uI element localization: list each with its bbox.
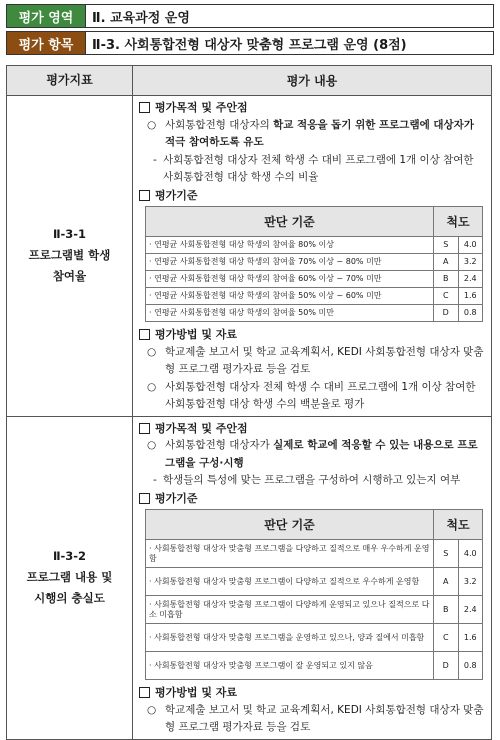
criteria-row: [146, 624, 483, 652]
evaluation-item-header: [6, 31, 494, 55]
indicator-row: [7, 416, 492, 739]
checkbox-square-icon: [139, 190, 150, 201]
method-text: 학교제출 보고서 및 학교 교육계획서, KEDI 사회통합전형 대상자 맞춤형 프로그램 평가자료 등을 검토: [165, 345, 484, 375]
section-title: 평가방법 및 자료: [155, 686, 238, 699]
criteria-score: 2.4: [458, 596, 483, 624]
circle-bullet-icon: ○: [147, 703, 157, 716]
section-heading: [139, 684, 485, 702]
criteria-score: 4.0: [458, 540, 483, 568]
criteria-score: 4.0: [458, 237, 483, 254]
purpose-text: 사회통합전형 대상자가: [165, 439, 274, 451]
indicator-cell: [7, 96, 133, 417]
criteria-row: [146, 254, 483, 271]
checkbox-square-icon: [139, 102, 150, 113]
purpose-subtext: 학생들의 특성에 맞는 프로그램을 구성하여 시행하고 있는지 여부: [163, 474, 461, 486]
method-item: [139, 344, 485, 379]
criteria-text: · 연평균 사회통합전형 대상 학생의 참여율 70% 이상 ~ 80% 미만: [146, 254, 434, 271]
criteria-score: 1.6: [458, 288, 483, 305]
criteria-text: · 연평균 사회통합전형 대상 학생의 참여율 50% 이상 ~ 60% 미만: [146, 288, 434, 305]
criteria-text: · 연평균 사회통합전형 대상 학생의 참여율 80% 이상: [146, 237, 434, 254]
content-cell: [133, 416, 492, 739]
circle-bullet-icon: ○: [147, 380, 157, 393]
evaluation-item-label: 평가 항목: [7, 32, 85, 54]
checkbox-square-icon: [139, 493, 150, 504]
indicator-title-line: 프로그램별 학생: [28, 248, 111, 263]
criteria-grade: B: [434, 596, 459, 624]
indicator-column-header: 평가지표: [7, 66, 133, 96]
purpose-subtext: 사회통합전형 대상자 전체 학생 수 대비 프로그램에 1개 이상 참여한 사회통합전형 대상 학생 수의 비율: [163, 153, 474, 183]
criteria-score: 2.4: [458, 271, 483, 288]
criteria-score: 1.6: [458, 624, 483, 652]
method-item: [139, 379, 485, 414]
circle-bullet-icon: ○: [147, 345, 157, 358]
section-title: 평가목적 및 주안점: [155, 101, 248, 114]
section-title: 평가기준: [155, 491, 198, 505]
method-item: [139, 702, 485, 737]
criteria-row: [146, 596, 483, 624]
section-heading: [139, 420, 485, 438]
criteria-grade: C: [434, 288, 459, 305]
indicator-title-line: 참여율: [52, 269, 87, 284]
criteria-text: · 사회통합전형 대상자 맞춤형 프로그램을 운영하고 있으나, 양과 질에서 미흡함: [146, 624, 434, 652]
section-heading: [139, 490, 485, 508]
method-text: 학교제출 보고서 및 학교 교육계획서, KEDI 사회통합전형 대상자 맞춤형 프로그램 평가자료 등을 검토: [165, 703, 484, 733]
content-cell: [133, 96, 492, 417]
evaluation-item-value: Ⅱ-3. 사회통합전형 대상자 맞춤형 프로그램 운영 (8점): [85, 32, 493, 54]
content-column-header: 평가 내용: [133, 66, 492, 96]
section-title: 평가목적 및 주안점: [155, 421, 248, 435]
section-heading: [139, 326, 485, 344]
purpose-item: [139, 437, 485, 472]
criteria-text: · 연평균 사회통합전형 대상 학생의 참여율 60% 이상 ~ 70% 미만: [146, 271, 434, 288]
indicator-row: [7, 96, 492, 417]
criteria-basis-header: 판단 기준: [146, 207, 434, 237]
criteria-grade: D: [434, 305, 459, 322]
purpose-text: 사회통합전형 대상자의: [165, 118, 274, 131]
criteria-text: · 연평균 사회통합전형 대상 학생의 참여율 50% 미만: [146, 305, 434, 322]
criteria-grade: C: [434, 624, 459, 652]
purpose-emphasis: 실제로 학교에 적응할 수 있는 내용으로 프로그램을 구성·시행: [165, 439, 478, 469]
indicator-cell: [7, 416, 133, 739]
criteria-text: · 사회통합전형 대상자 맞춤형 프로그램을 다양하고 질적으로 매우 우수하게 운영함: [146, 540, 434, 568]
indicator-code: Ⅱ-3-1: [52, 227, 87, 242]
criteria-row: [146, 305, 483, 322]
criteria-grade: S: [434, 237, 459, 254]
criteria-grade: B: [434, 271, 459, 288]
criteria-row: [146, 652, 483, 680]
criteria-grade: A: [434, 568, 459, 596]
criteria-table: [145, 206, 483, 322]
criteria-text: · 사회통합전형 대상자 맞춤형 프로그램이 잘 운영되고 있지 않음: [146, 652, 434, 680]
criteria-text: · 사회통합전형 대상자 맞춤형 프로그램이 다양하게 운영되고 있으나 질적으로 다소 미흡함: [146, 596, 434, 624]
criteria-grade: S: [434, 540, 459, 568]
circle-bullet-icon: ○: [147, 118, 157, 131]
criteria-text: · 사회통합전형 대상자 맞춤형 프로그램이 다양하고 질적으로 우수하게 운영함: [146, 568, 434, 596]
criteria-row: [146, 568, 483, 596]
indicator-code: Ⅱ-3-2: [52, 549, 87, 563]
criteria-score: 0.8: [458, 652, 483, 680]
criteria-score: 3.2: [458, 254, 483, 271]
purpose-subitem: [139, 152, 485, 187]
checkbox-square-icon: [139, 329, 150, 340]
dash-bullet-icon: -: [153, 153, 157, 166]
section-heading: [139, 99, 485, 117]
circle-bullet-icon: ○: [147, 439, 157, 451]
criteria-basis-header: 판단 기준: [146, 510, 434, 540]
section-heading: [139, 187, 485, 205]
criteria-grade: A: [434, 254, 459, 271]
criteria-scale-header: 척도: [434, 510, 483, 540]
evaluation-area-label: 평가 영역: [7, 5, 85, 27]
section-title: 평가방법 및 자료: [155, 328, 238, 341]
evaluation-area-value: Ⅱ. 교육과정 운영: [85, 5, 493, 27]
criteria-row: [146, 540, 483, 568]
criteria-row: [146, 237, 483, 254]
method-text: 사회통합전형 대상자 전체 학생 수 대비 프로그램에 1개 이상 참여한 사회통합전형 대상 학생 수의 백분율로 평가: [165, 380, 476, 410]
purpose-emphasis: 학교 적응을 돕기 위한 프로그램에 대상자가 적극 참여하도록 유도: [165, 118, 474, 148]
criteria-grade: D: [434, 652, 459, 680]
indicator-title-line: 프로그램 내용 및: [26, 570, 113, 584]
dash-bullet-icon: -: [153, 474, 157, 486]
evaluation-table: [6, 65, 492, 740]
indicator-title-line: 시행의 충실도: [34, 591, 105, 605]
criteria-scale-header: 척도: [434, 207, 483, 237]
criteria-row: [146, 271, 483, 288]
purpose-item: [139, 117, 485, 152]
evaluation-area-header: [6, 4, 494, 28]
purpose-subitem: [139, 472, 485, 490]
checkbox-square-icon: [139, 687, 150, 698]
criteria-row: [146, 288, 483, 305]
criteria-score: 0.8: [458, 305, 483, 322]
criteria-score: 3.2: [458, 568, 483, 596]
section-title: 평가기준: [155, 188, 198, 202]
criteria-table: [145, 509, 483, 680]
checkbox-square-icon: [139, 423, 150, 434]
